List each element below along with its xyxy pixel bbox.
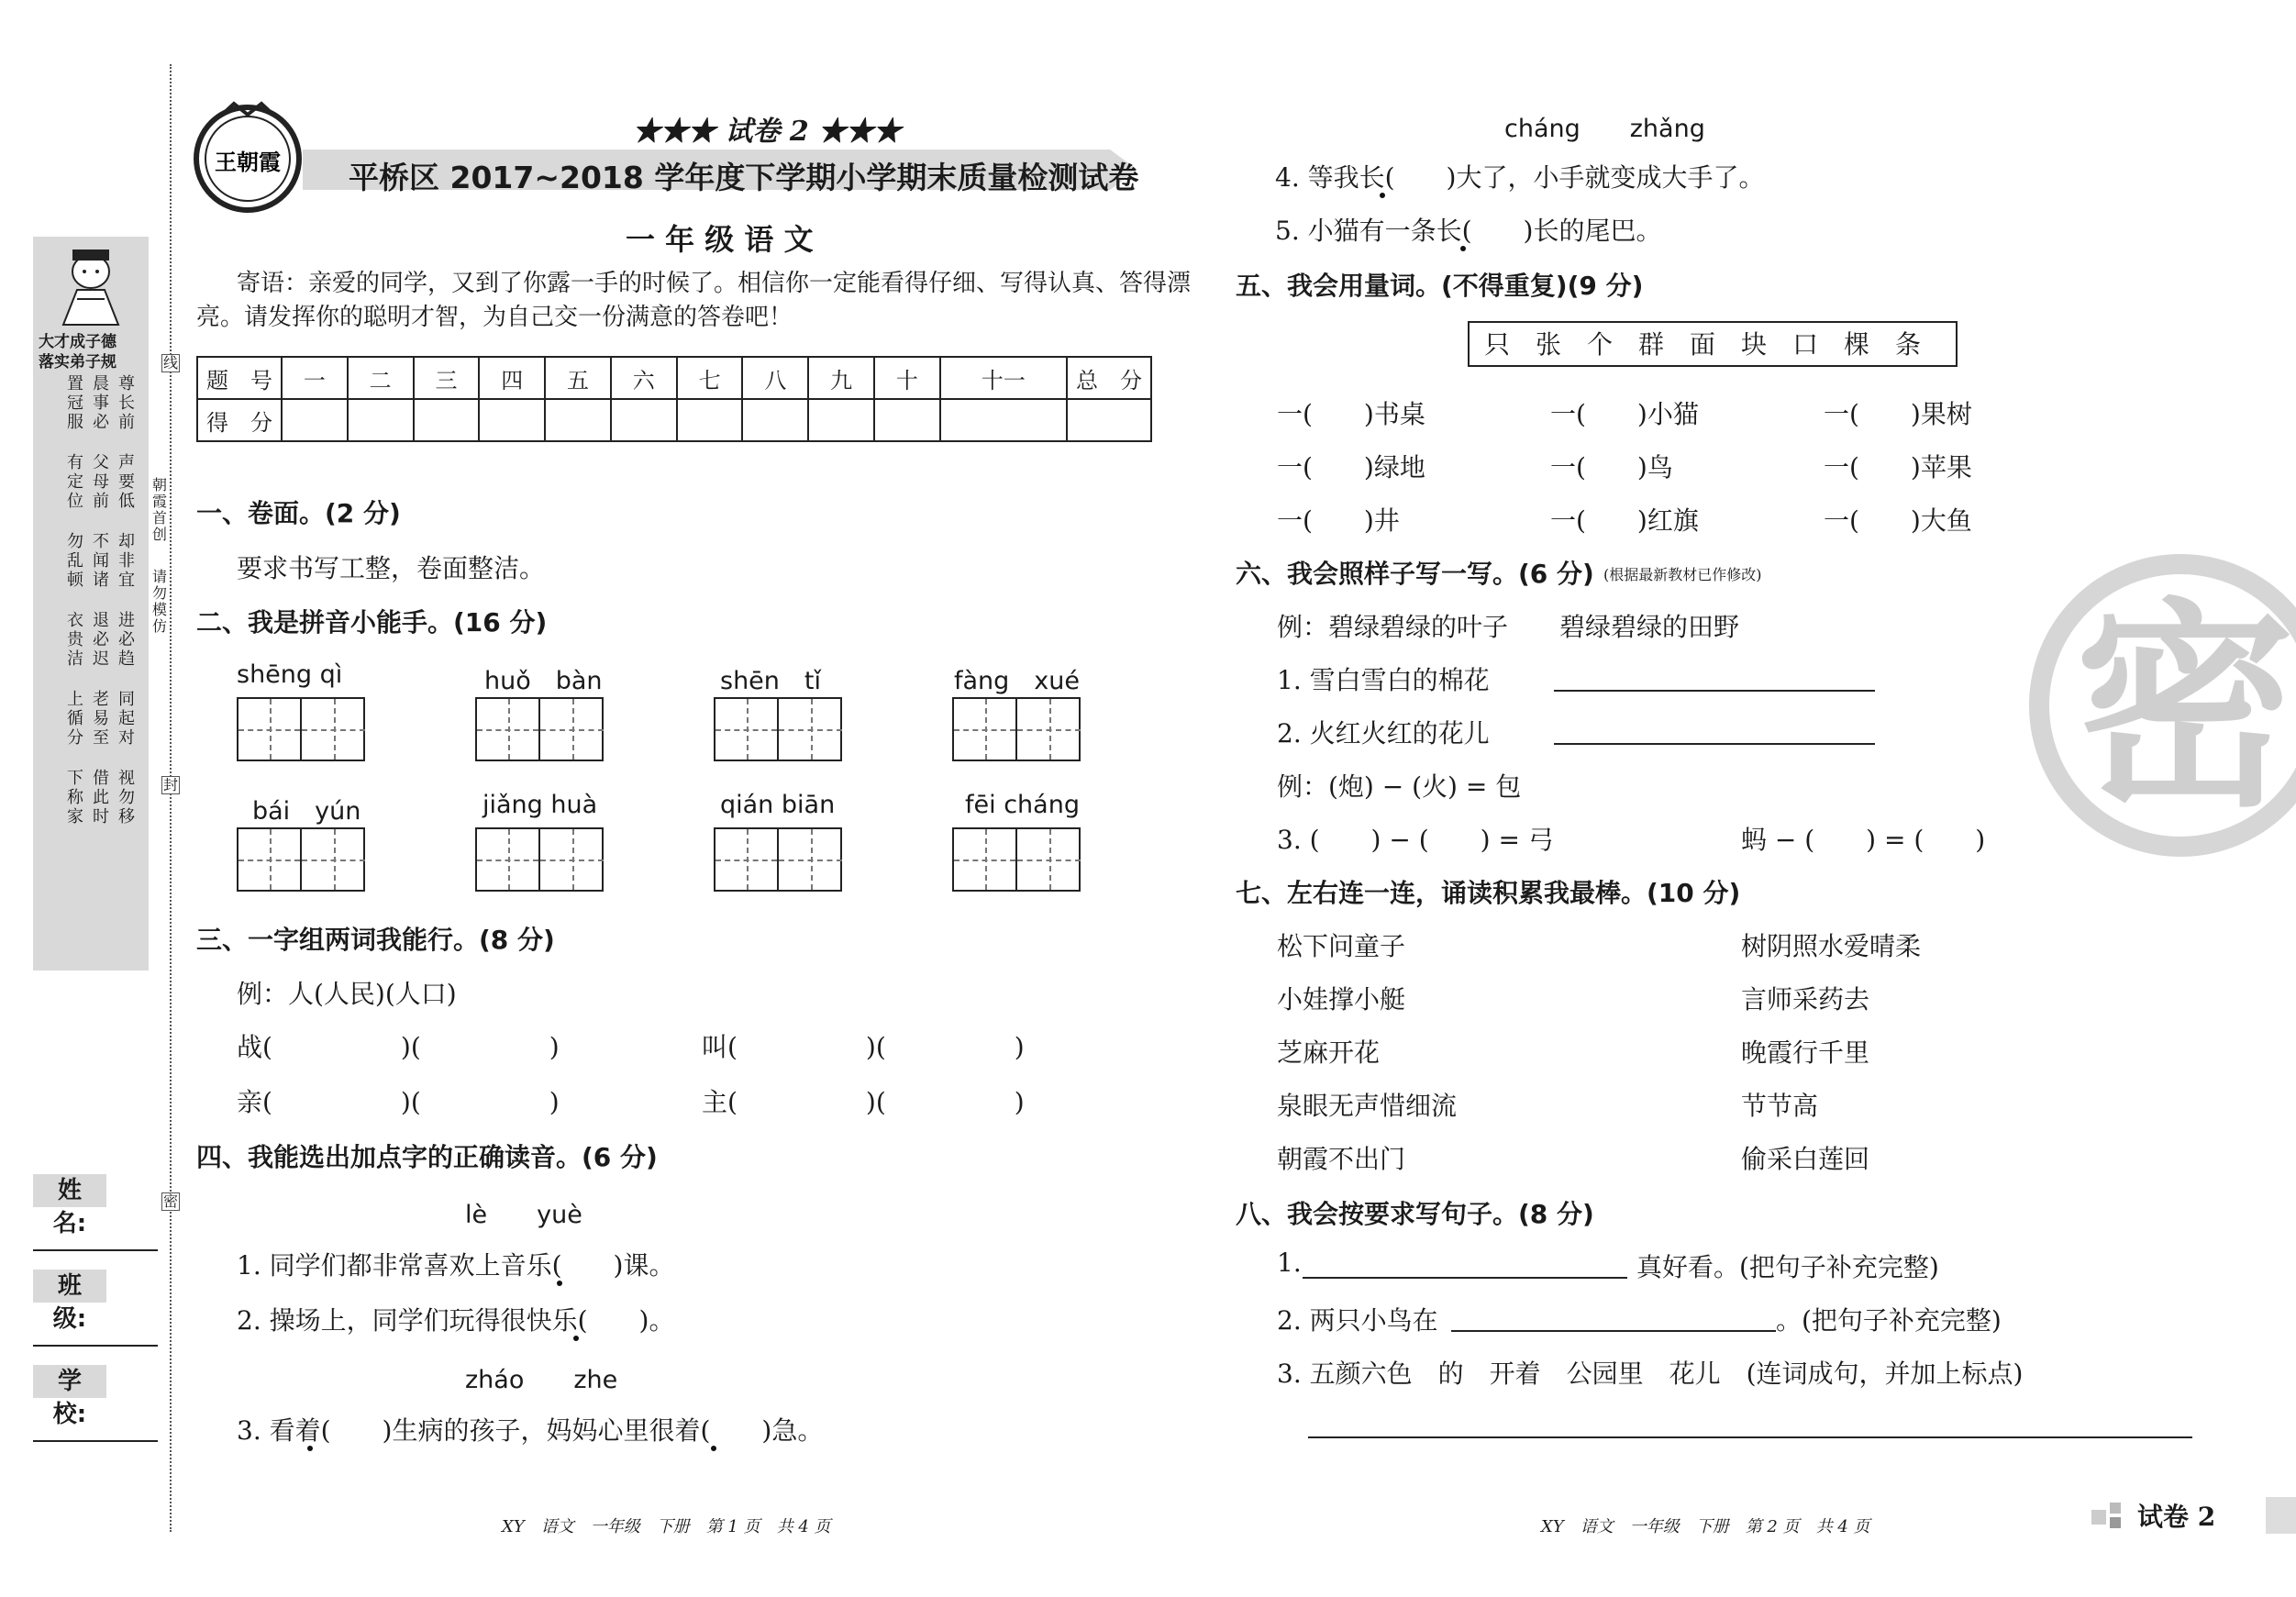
section8-title: 八、我会按要求写句子。(8 分) xyxy=(1236,1199,1594,1229)
sidebar-column: 有定位 xyxy=(67,453,83,511)
footer-left: XY 语文 一年级 下册 第 1 页 共 4 页 xyxy=(502,1517,831,1536)
measure-word-item[interactable]: 一( )苹果 xyxy=(1824,452,1972,482)
tianzi-writing-grid[interactable] xyxy=(475,827,604,892)
name-field[interactable] xyxy=(33,1249,158,1251)
section6-q2: 2. 火红火红的花儿 xyxy=(1277,718,1490,749)
section8-q1-suffix: 真好看。(把句子补充完整) xyxy=(1636,1252,1939,1282)
section6-example-1: 例：碧绿碧绿的叶子 碧绿碧绿的田野 xyxy=(1277,612,1740,642)
section6-q3a[interactable]: 3. ( ) − ( ) = 弓 xyxy=(1277,825,1554,855)
tianzi-writing-grid[interactable] xyxy=(237,827,365,892)
section8-answer-2[interactable] xyxy=(1451,1330,1776,1332)
intro-line-2: 亮。请发挥你的聪明才智，为自己交一份满意的答卷吧！ xyxy=(196,304,793,331)
intro-line-1: 寄语：亲爱的同学，又到了你露一手的时候了。相信你一定能看得仔细、写得认真、答得漂 xyxy=(237,270,1192,297)
section4-q5[interactable]: 5. 小猫有一条长( )长的尾巴。 xyxy=(1275,216,1662,246)
score-cell[interactable] xyxy=(742,399,808,441)
school-field[interactable] xyxy=(33,1440,158,1442)
sidebar-column: 下称家 xyxy=(67,769,83,826)
pinyin-label: fàng xué xyxy=(954,667,1081,695)
sidebar-column: 父母前 xyxy=(93,453,109,511)
section4-pinyin-1: lè yuè xyxy=(465,1201,582,1229)
emphasis-dot xyxy=(557,1281,562,1286)
cut-mark-1: 线 xyxy=(162,354,178,372)
vertical-mark-2: 请勿模仿 xyxy=(151,568,167,635)
sidebar-column: 衣贵洁 xyxy=(67,611,83,669)
match-right-item[interactable]: 树阴照水爱晴柔 xyxy=(1741,931,1922,961)
scholar-figure-icon xyxy=(40,244,141,327)
score-cell[interactable] xyxy=(348,399,414,441)
score-cell[interactable] xyxy=(1067,399,1151,441)
score-cell[interactable] xyxy=(940,399,1067,441)
tianzi-writing-grid[interactable] xyxy=(714,697,842,761)
measure-word-item[interactable]: 一( )井 xyxy=(1277,505,1400,536)
pinyin-label: huǒ bàn xyxy=(484,667,603,695)
corner-tag-text: 试卷 2 xyxy=(2137,1502,2216,1532)
sidebar-column: 置冠服 xyxy=(67,374,83,432)
section6-q1: 1. 雪白雪白的棉花 xyxy=(1277,665,1490,695)
sidebar-column: 晨事必 xyxy=(93,374,109,432)
margin-dotted-line xyxy=(170,64,172,1532)
sidebar-column: 同起对 xyxy=(118,690,135,748)
measure-word-item[interactable]: 一( )鸟 xyxy=(1550,452,1673,482)
pinyin-label: jiǎng huà xyxy=(482,791,598,819)
score-cell[interactable] xyxy=(414,399,480,441)
section2-title: 二、我是拼音小能手。(16 分) xyxy=(196,607,548,638)
score-row-header xyxy=(197,357,1151,399)
match-right-item[interactable]: 偷采白莲回 xyxy=(1741,1144,1870,1174)
section1-text: 要求书写工整，卷面整洁。 xyxy=(237,553,546,583)
score-col: 八 xyxy=(742,357,808,399)
word-group-item[interactable]: 战( )( ) xyxy=(237,1032,560,1062)
match-left-item[interactable]: 芝麻开花 xyxy=(1277,1037,1381,1068)
score-cell[interactable] xyxy=(677,399,743,441)
vertical-mark-1: 朝霞首创 xyxy=(151,476,167,543)
match-right-item[interactable]: 节节高 xyxy=(1741,1091,1819,1121)
emphasis-dot xyxy=(307,1446,313,1451)
section6-note: (根据最新教材已作修改) xyxy=(1603,566,1762,583)
subject-title: 一 年 级 语 文 xyxy=(626,222,814,257)
pinyin-label: qián biān xyxy=(720,791,836,819)
section1-title: 一、卷面。(2 分) xyxy=(196,498,401,528)
score-col: 十 xyxy=(874,357,940,399)
section8-q1-prefix: 1. xyxy=(1277,1248,1302,1278)
measure-word-item[interactable]: 一( )书桌 xyxy=(1277,399,1425,429)
score-cell[interactable] xyxy=(282,399,348,441)
score-col: 二 xyxy=(348,357,414,399)
score-table xyxy=(196,356,1152,442)
measure-word-item[interactable]: 一( )果树 xyxy=(1824,399,1972,429)
section8-q2-prefix: 2. 两只小鸟在 xyxy=(1277,1305,1438,1336)
section4-q1[interactable]: 1. 同学们都非常喜欢上音乐( )课。 xyxy=(237,1250,675,1281)
class-field[interactable] xyxy=(33,1345,158,1347)
section6-answer-2[interactable] xyxy=(1554,743,1875,745)
score-col: 三 xyxy=(414,357,480,399)
emphasis-dot xyxy=(573,1336,579,1341)
tianzi-writing-grid[interactable] xyxy=(237,697,365,761)
score-col: 一 xyxy=(282,357,348,399)
score-col: 九 xyxy=(808,357,874,399)
section4-q2[interactable]: 2. 操场上，同学们玩得很快乐( )。 xyxy=(237,1305,675,1336)
sidebar-column: 退必迟 xyxy=(93,611,109,669)
pinyin-label: bái yún xyxy=(252,797,361,826)
footer-right: XY 语文 一年级 下册 第 2 页 共 4 页 xyxy=(1541,1517,1870,1536)
emphasis-dot xyxy=(1380,193,1385,198)
sidebar-column: 尊长前 xyxy=(118,374,135,432)
section7-title: 七、左右连一连，诵读积累我最棒。(10 分) xyxy=(1236,878,1741,908)
pinyin-label: fēi cháng xyxy=(965,791,1080,819)
section3-title: 三、一字组两词我能行。(8 分) xyxy=(196,925,555,955)
section8-answer-3[interactable] xyxy=(1308,1436,2192,1438)
emphasis-dot xyxy=(1460,246,1466,251)
brand-logo-icon xyxy=(188,96,307,216)
score-col: 十一 xyxy=(940,357,1067,399)
sidebar-column: 声要低 xyxy=(118,453,135,511)
section8-q3: 3. 五颜六色 的 开着 公园里 花儿 (连词成句，并加上标点) xyxy=(1277,1359,2024,1389)
section8-q2-suffix: 。(把句子补充完整) xyxy=(1776,1305,2002,1336)
score-cell[interactable] xyxy=(874,399,940,441)
section4-q4[interactable]: 4. 等我长( )大了，小手就变成大手了。 xyxy=(1275,162,1765,193)
measure-word-item[interactable]: 一( )小猫 xyxy=(1550,399,1699,429)
sidebar-column: 借此时 xyxy=(93,769,109,826)
paper-tag: ★★★ 试卷 2 ★★★ xyxy=(633,116,902,148)
section4-pinyin-3: cháng zhǎng xyxy=(1504,115,1705,143)
score-cell[interactable] xyxy=(808,399,874,441)
section6-example-2: 例：(炮) − (火) = 包 xyxy=(1277,771,1522,802)
score-col: 七 xyxy=(677,357,743,399)
match-right-item[interactable]: 晚霞行千里 xyxy=(1741,1037,1870,1068)
sidebar-column: 不闻诸 xyxy=(93,532,109,590)
pinyin-label: shēng qì xyxy=(237,660,343,689)
svg-text:王朝霞: 王朝霞 xyxy=(215,149,281,175)
secret-stamp xyxy=(2029,554,2296,857)
section3-example: 例：人(人民)(人口) xyxy=(237,979,457,1009)
match-left-item[interactable]: 小娃撑小艇 xyxy=(1277,984,1406,1015)
word-bank: 只 张 个 群 面 块 口 棵 条 xyxy=(1468,321,1958,367)
measure-word-item[interactable]: 一( )红旗 xyxy=(1550,505,1699,536)
section4-q3[interactable]: 3. 看着( )生病的孩子，妈妈心里很着( )急。 xyxy=(237,1415,824,1446)
section4-pinyin-2: zháo zhe xyxy=(465,1366,618,1394)
sidebar-column: 进必趋 xyxy=(118,611,135,669)
sidebar-motto-2: 落实弟子规 xyxy=(39,353,116,372)
section5-title: 五、我会用量词。(不得重复)(9 分) xyxy=(1236,271,1644,301)
page-title: 平桥区 2017~2018 学年度下学期小学期末质量检测试卷 xyxy=(349,160,1139,195)
score-col: 四 xyxy=(479,357,545,399)
tianzi-writing-grid[interactable] xyxy=(714,827,842,892)
sidebar-column: 却非宜 xyxy=(118,532,135,590)
match-right-item[interactable]: 言师采药去 xyxy=(1741,984,1870,1015)
name-label: 姓 名: xyxy=(33,1174,106,1207)
score-col: 六 xyxy=(611,357,677,399)
school-label: 学 校: xyxy=(33,1365,106,1398)
section6-q3b[interactable]: 蚂 − ( ) = ( ) xyxy=(1741,825,1986,855)
score-cell[interactable] xyxy=(611,399,677,441)
word-group-item[interactable]: 亲( )( ) xyxy=(237,1087,560,1117)
secret-stamp-char: 密 xyxy=(2075,578,2296,837)
section8-answer-1[interactable] xyxy=(1303,1277,1627,1279)
tianzi-writing-grid[interactable] xyxy=(952,827,1081,892)
score-header-label: 题 号 xyxy=(197,357,282,399)
cut-mark-3: 密 xyxy=(162,1192,178,1210)
pinyin-label: shēn tǐ xyxy=(720,667,821,695)
sidebar-column: 视勿移 xyxy=(118,769,135,826)
sidebar-panel xyxy=(33,237,149,970)
match-left-item[interactable]: 松下问童子 xyxy=(1277,931,1406,961)
section4-title: 四、我能选出加点字的正确读音。(6 分) xyxy=(196,1142,658,1172)
sidebar-column: 勿乱顿 xyxy=(67,532,83,590)
score-value-label: 得 分 xyxy=(197,399,282,441)
sidebar-column: 老易至 xyxy=(93,690,109,748)
sidebar-column: 上循分 xyxy=(67,690,83,748)
score-cell[interactable] xyxy=(479,399,545,441)
match-left-item[interactable]: 朝霞不出门 xyxy=(1277,1144,1406,1174)
score-row-values xyxy=(197,399,1151,441)
section6-answer-1[interactable] xyxy=(1554,690,1875,692)
measure-word-item[interactable]: 一( )大鱼 xyxy=(1824,505,1972,536)
score-col: 五 xyxy=(545,357,611,399)
sidebar-motto-1: 大才成子德 xyxy=(39,333,116,351)
word-group-item[interactable]: 主( )( ) xyxy=(702,1087,1025,1117)
tianzi-writing-grid[interactable] xyxy=(475,697,604,761)
section6-title: 六、我会照样子写一写。(6 分) xyxy=(1236,559,1594,589)
cut-mark-2: 封 xyxy=(162,776,178,793)
match-left-item[interactable]: 泉眼无声惜细流 xyxy=(1277,1091,1458,1121)
measure-word-item[interactable]: 一( )绿地 xyxy=(1277,452,1425,482)
tianzi-writing-grid[interactable] xyxy=(952,697,1081,761)
word-group-item[interactable]: 叫( )( ) xyxy=(702,1032,1025,1062)
corner-tag xyxy=(2091,1497,2296,1534)
score-col: 总 分 xyxy=(1067,357,1151,399)
class-label: 班 级: xyxy=(33,1270,106,1303)
score-cell[interactable] xyxy=(545,399,611,441)
emphasis-dot xyxy=(711,1446,716,1451)
